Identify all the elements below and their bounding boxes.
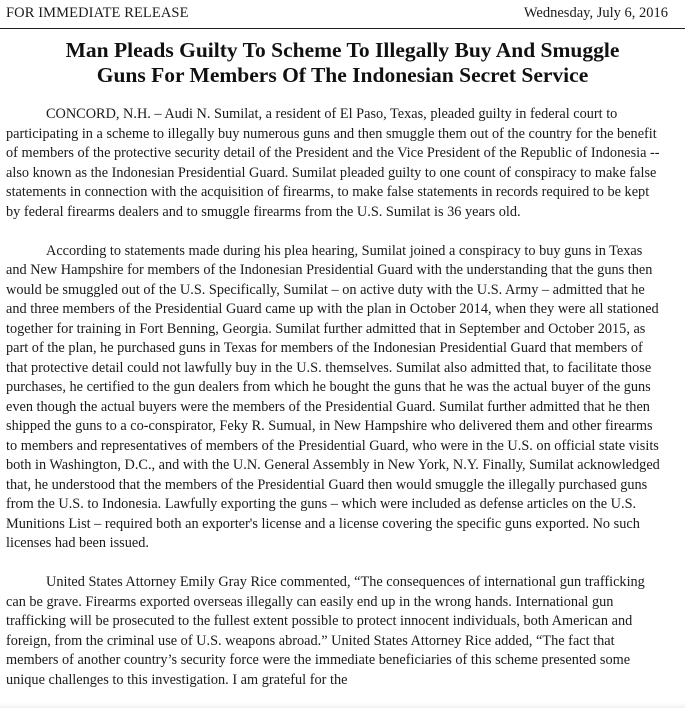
release-label: FOR IMMEDIATE RELEASE [6, 5, 189, 21]
paragraph-3: United States Attorney Emily Gray Rice commented, “The consequences of international gun trafficking can be grave. Firearms exported overseas illegally can easily end up in the wrong hands. International gun trafficking will be prosecuted to the fullest extent possible to protect innocent individuals, both American and foreign, from the criminal use of U.S. weapons abroad.” United States Attorney Rice added, “The fact that members of another country’s security force were the immediate beneficiaries of this scheme presented some unique challenges to this investigation. I am grateful for the [6, 574, 645, 688]
paragraph-2: According to statements made during his plea hearing, Sumilat joined a conspiracy to buy guns in Texas and New Hampshire for members of the Indonesian Presidential Guard with the understanding that the guns then would be smuggled out of the U.S. Specifically, Sumilat – on active duty with the U.S. Army – admitted that he and three members of the Presidential Guard came up with the plan in October 2014, when they were all stationed together for training in Fort Benning, Georgia. Sumilat further admitted that in September and October 2015, as part of the plan, he purchased guns in Texas for members of the Indonesian Presidential Guard that members of that protective detail could not lawfully buy in the U.S. themselves. Sumilat also admitted that, to facilitate those purchases, he certified to the gun dealers from which he bought the guns that he was the actual buyer of the guns even though the actual buyers were the members of the Presidential Guard. Sumilat further admitted that he then shipped the guns to a co-conspirator, Feky R. Sumual, in New Hampshire who delivered them and other firearms to members and representatives of members of the Presidential Guard, who were in the U.S. on official state visits both in Washington, D.C., and with the U.N. General Assembly in New York, N.Y. Finally, Sumilat acknowledged that, he understood that the members of the Presidential Guard then would smuggle the illegally purchased guns from the U.S. to Indonesia. Lawfully exporting the guns – which were included as defense articles on the U.S. Munitions List – required both an exporter's license and a license covering the specific guns exported. No such licenses had been issued. [6, 242, 660, 551]
release-header [0, 0, 685, 29]
press-release-title [0, 38, 685, 88]
paragraph-1: CONCORD, N.H. – Audi N. Sumilat, a resident of El Paso, Texas, pleaded guilty in federal court to participating in a scheme to illegally buy numerous guns and then smuggle them out of the country for the benefit of members of the protective security detail of the President and the Vice President of the Republic of Indonesia -- also known as the Indonesian Presidential Guard. Sumilat pleaded guilty to one count of conspiracy to make false statements in connection with the acquisition of firearms, to make false statements in records required to be kept by federal firearms dealers and to smuggle firearms from the U.S. Sumilat is 36 years old. [6, 106, 660, 220]
release-date: Wednesday, July 6, 2016 [523, 5, 668, 21]
page-cut-edge [0, 702, 685, 708]
title-line-2: Guns For Members Of The Indonesian Secret Service [96, 63, 589, 87]
title-line-1: Man Pleads Guilty To Scheme To Illegally Buy And Smuggle [65, 38, 620, 62]
press-release-body [6, 105, 666, 690]
